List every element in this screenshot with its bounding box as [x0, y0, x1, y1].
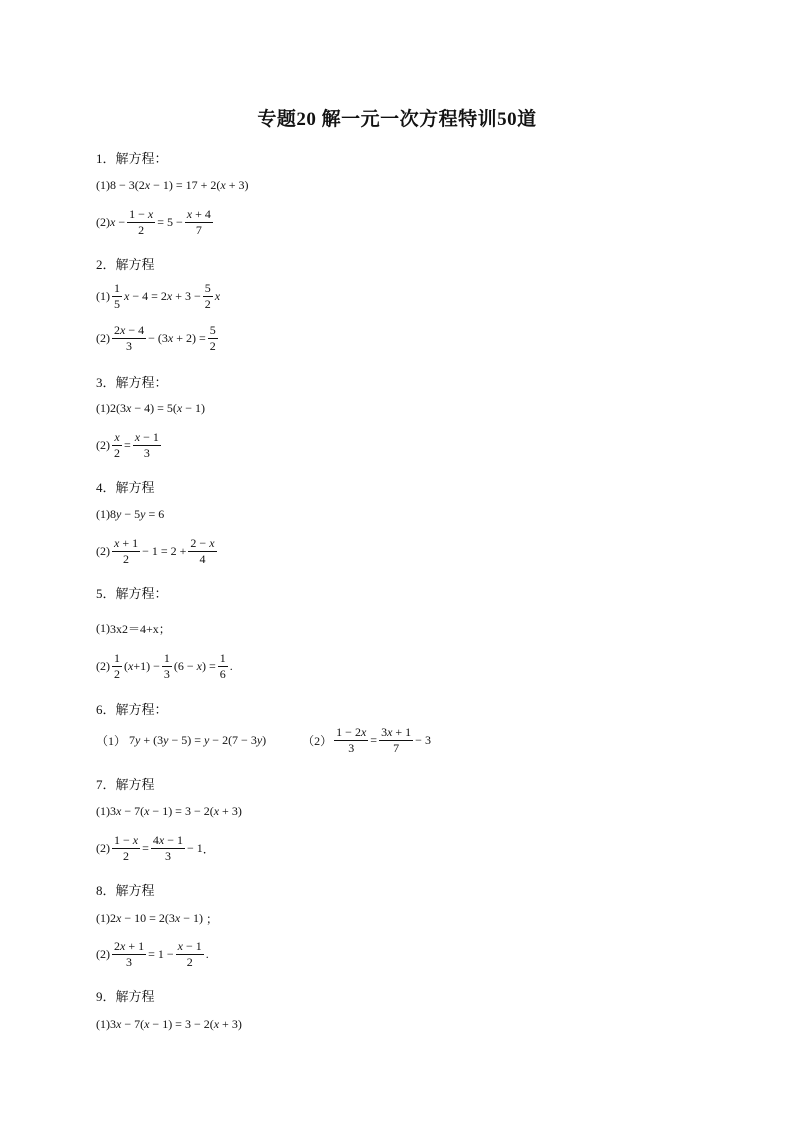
problem-3-heading: 3．解方程： [96, 375, 168, 390]
problem-3-equation-2: (2) $\frac{x}{2}$ = $\frac{x - 1}{3}$ [96, 430, 159, 460]
problem-1-equation-1: (1) 8 − 3(2x − 1) = 17 + 2(x + 3) [96, 178, 249, 192]
problem-2-heading: 2．解方程 [96, 257, 155, 272]
problem-6-heading: 6．解方程： [96, 702, 168, 717]
problem-2-equation-1: (1) 1 5 x − 4 = 2x + 3 − $\frac{5}{2}$ x [96, 281, 221, 311]
problem-4-heading: 4．解方程 [96, 480, 155, 495]
page-title: 专题20 解一元一次方程特训50道 [257, 109, 537, 130]
part-label: (1) [96, 621, 110, 635]
problem-8-equation-1: (1) 2x − 10 = 2(3x − 1) ； [96, 911, 218, 926]
problem-1-heading: 1．解方程： [96, 151, 168, 166]
part-label: (2) [96, 543, 110, 558]
part-label: (1) [96, 178, 110, 192]
part-label: (2) [96, 840, 110, 855]
problem-7-equation-1: (1) 3x − 7(x − 1) = 3 − 2(x + 3) [96, 804, 242, 818]
problem-7-heading: 7．解方程 [96, 777, 155, 792]
part-label: (1) [96, 911, 110, 925]
problem-2-equation-2: (2) 2x − 4 3 − (3x + 2) = $\frac{5}{2}$ [96, 323, 216, 353]
part-label: (2) [96, 437, 110, 452]
part-label: (2) [96, 214, 110, 229]
problem-9-heading: 9．解方程 [96, 989, 155, 1004]
problem-3-equation-1: (1) 2(3x − 4) = 5(x − 1) [96, 401, 205, 415]
problem-5-equation-2: (2) 1 2 (x+1) − $\frac{1}{3}$ (6 − x) = $\frac{1}{6}$ . [96, 651, 233, 681]
part-label: (1) [96, 1017, 110, 1031]
part-label: (1) [96, 507, 110, 521]
problem-8-equation-2: (2) $\frac{2x + 1}{3}$ = 1 − $\frac{x - 1}{2}$ . [96, 939, 209, 969]
part-label: （1） [96, 733, 127, 748]
problem-6-equations: （1） 7y + (3y − 5) = y − 2(7 − 3y) （2） $\frac{1 - 2x}{3}$ = $\frac{3x + 1}{7}$ − 3 [96, 725, 431, 755]
part-label: (2) [96, 330, 110, 345]
problem-9-equation-1: (1) 3x − 7(x − 1) = 3 − 2(x + 3) [96, 1017, 242, 1031]
part-label: (1) [96, 288, 110, 303]
part-label: (2) [96, 658, 110, 673]
problem-5-equation-1: (1) 3x2＝4+x； [96, 621, 171, 636]
part-label: （2） [302, 733, 333, 748]
problem-7-equation-2: (2) $\frac{1 - x}{2}$ = $\frac{4x - 1}{3}$ − 1 ． [96, 833, 215, 863]
part-label: (1) [96, 401, 110, 415]
part-label: (2) [96, 946, 110, 961]
problem-5-heading: 5．解方程： [96, 586, 168, 601]
problem-1-equation-2: (2) x − $\frac{1 - x}{2}$ = 5 − $\frac{x + 4}{7}$ [96, 207, 211, 237]
problem-4-equation-2: (2) x + 1 2 − 1 = 2 + $\frac{2 - x}{4}$ [96, 536, 215, 566]
part-label: (1) [96, 804, 110, 818]
problem-8-heading: 8．解方程 [96, 883, 155, 898]
problem-4-equation-1: (1) 8y − 5y = 6 [96, 507, 165, 521]
